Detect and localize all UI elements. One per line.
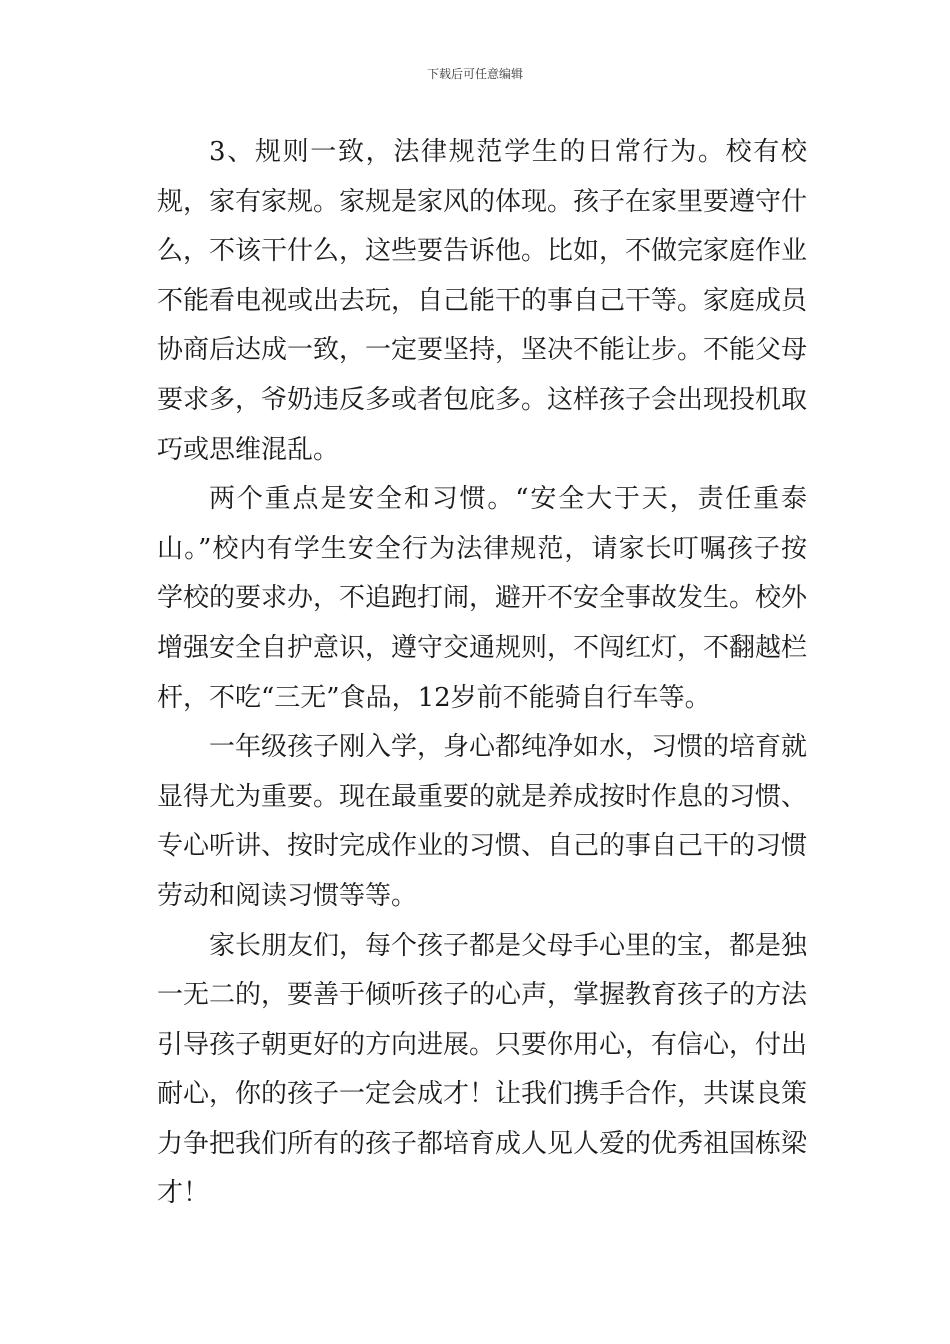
- paragraph-rules: 3、规则一致，法律规范学生的日常行为。校有校规，家有家规。家规是家风的体现。孩子在家里要遵守什么，不该干什么，这些要告诉他。比如，不做完家庭作业不能看电视或出去玩，自己能干的事自己干等。家庭成员协商后达成一致，一定要坚持，坚决不能让步。不能父母要求多，爷奶违反多或者包庇多。这样孩子会出现投机取巧或思维混乱。: [157, 137, 808, 465]
- page-header-note: 下载后可任意编辑: [426, 67, 523, 81]
- document-body: [157, 128, 807, 1219]
- paragraph-habits: 一年级孩子刚入学，身心都纯净如水，习惯的培育就显得尤为重要。现在最重要的就是养成按时作息的习惯、专心听讲、按时完成作业的习惯、自己的事自己干的习惯劳动和阅读习惯等等。: [157, 732, 808, 911]
- paragraph-closing: 家长朋友们，每个孩子都是父母手心里的宝，都是独一无二的，要善于倾听孩子的心声，掌握教育孩子的方法引导孩子朝更好的方向进展。只要你用心，有信心，付出耐心，你的孩子一定会成才！让我们携手合作，共谋良策力争把我们所有的孩子都培育成人见人爱的优秀祖国栋梁才！: [157, 930, 808, 1209]
- paragraph-safety: 两个重点是安全和习惯。“安全大于天，责任重泰山。”校内有学生安全行为法律规范，请家长叮嘱孩子按学校的要求办，不追跑打闹，避开不安全事故发生。校外增强安全自护意识，遵守交通规则，不闯红灯，不翻越栏杆，不吃“三无”食品，12岁前不能骑自行车等。: [157, 484, 808, 713]
